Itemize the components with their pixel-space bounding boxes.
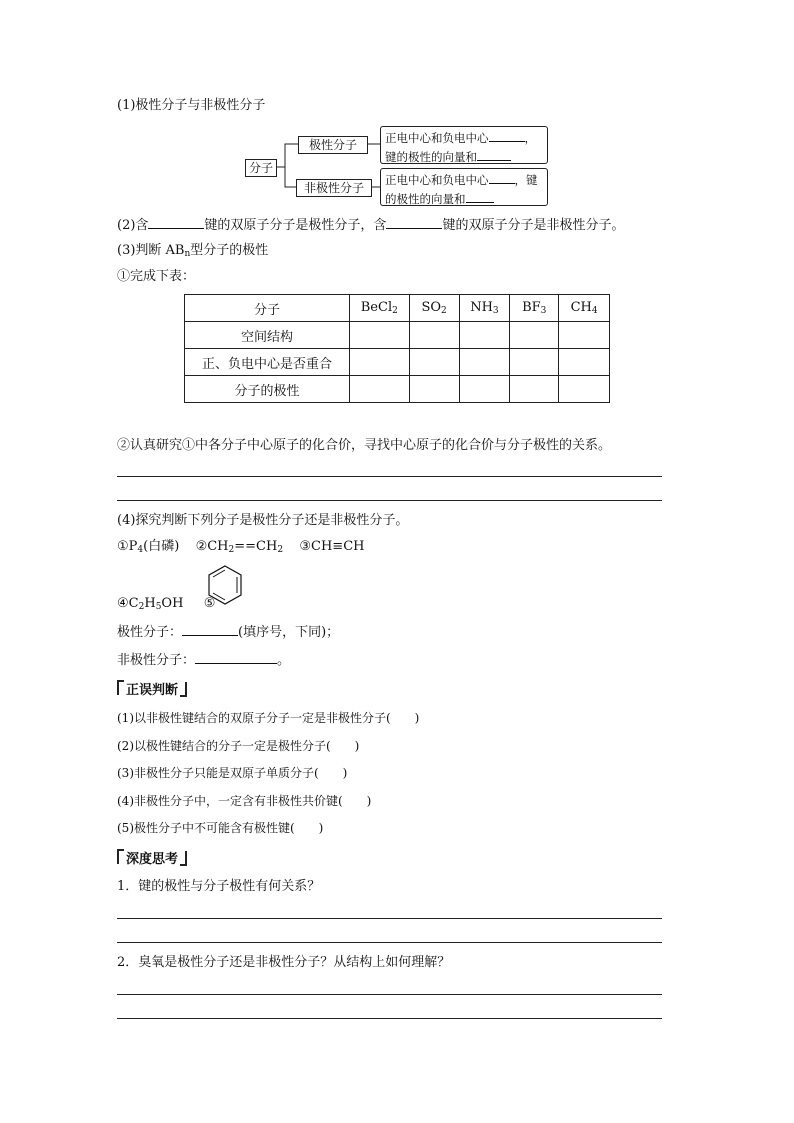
p2-blank-2 bbox=[386, 215, 442, 229]
polar-answer-label: 极性分子： bbox=[117, 625, 183, 640]
molecule-list-row-2: $④C_2H_5OH$ ⑤ bbox=[117, 596, 216, 612]
p2-part-a: (2)含 bbox=[117, 218, 149, 233]
think-question-1: 1．键的极性与分子极性有何关系？ bbox=[117, 879, 321, 894]
molecule-2: ②CH bbox=[195, 539, 229, 554]
table-header-cell: BeCl$_2$ bbox=[349, 295, 409, 322]
table-cell[interactable] bbox=[409, 349, 459, 376]
section-1-heading: (1)极性分子与非极性分子 bbox=[117, 98, 266, 113]
polar-detail-line1: 正电中心和负电中心 bbox=[385, 131, 489, 145]
p2-blank-1 bbox=[148, 215, 204, 229]
nonpolar-detail-line1: 正电中心和负电中心 bbox=[385, 173, 489, 187]
judge-item: (4)非极性分子中，一定含有非极性共价键( ) bbox=[117, 794, 372, 808]
p2-part-c: 键的双原子分子是非极性分子。 bbox=[442, 218, 625, 233]
diagram-polar-label: 极性分子 bbox=[298, 136, 368, 154]
answer-line[interactable] bbox=[117, 918, 662, 919]
p3-heading-sub: n bbox=[184, 249, 191, 259]
table-cell[interactable] bbox=[510, 376, 559, 403]
question-2-text: ②认真研究①中各分子中心原子的化合价，寻找中心原子的化合价与分子极性的关系。 bbox=[117, 438, 612, 453]
table-header-cell: $SO_2$ bbox=[409, 295, 459, 322]
polar-center-blank bbox=[489, 128, 525, 142]
table-cell[interactable] bbox=[459, 322, 510, 349]
polar-vector-blank bbox=[477, 147, 511, 161]
molecule-5-label: ⑤ bbox=[203, 596, 216, 611]
table-cell[interactable] bbox=[409, 322, 459, 349]
judge-item: (5)极性分子中不可能含有极性键( ) bbox=[117, 821, 324, 835]
polar-answer-row bbox=[117, 622, 339, 642]
table-header-cell: 分子 bbox=[185, 295, 350, 322]
table-header-row bbox=[185, 295, 610, 322]
benzene-ring-icon bbox=[205, 563, 245, 611]
table-cell[interactable] bbox=[510, 349, 559, 376]
nonpolar-center-blank bbox=[489, 170, 515, 184]
table-header-cell: $NH_3$ bbox=[459, 295, 510, 322]
table-cell[interactable] bbox=[559, 322, 610, 349]
table-cell[interactable] bbox=[349, 349, 409, 376]
section-3-heading bbox=[117, 242, 268, 263]
table-cell[interactable] bbox=[459, 376, 510, 403]
nonpolar-answer-end: 。 bbox=[277, 653, 291, 668]
p2-part-b: 键的双原子分子是极性分子，含 bbox=[204, 218, 387, 233]
table-header-cell: $CH_4$ bbox=[559, 295, 610, 322]
polar-answer-note: (填序号，下同)； bbox=[238, 625, 340, 640]
table-cell[interactable] bbox=[349, 322, 409, 349]
judge-section-title: 正误判断 bbox=[117, 680, 187, 700]
nonpolar-answer-blank[interactable] bbox=[195, 650, 277, 664]
judge-item: (2)以极性键结合的分子一定是极性分子( ) bbox=[117, 739, 360, 753]
table-cell[interactable] bbox=[349, 376, 409, 403]
molecule-3: ③CH≡CH bbox=[299, 539, 365, 554]
nonpolar-answer-row bbox=[117, 650, 290, 670]
table-cell[interactable] bbox=[559, 376, 610, 403]
molecule-4: ④C bbox=[117, 596, 139, 611]
table-cell[interactable] bbox=[459, 349, 510, 376]
table-cell[interactable] bbox=[409, 376, 459, 403]
polar-answer-blank[interactable] bbox=[182, 622, 238, 636]
answer-line[interactable] bbox=[117, 476, 662, 477]
answer-line[interactable] bbox=[117, 942, 662, 943]
table-row bbox=[185, 349, 610, 376]
nonpolar-vector-blank bbox=[466, 189, 494, 203]
section-2-text bbox=[117, 215, 624, 235]
polar-detail-line2: 键的极性的向量和 bbox=[385, 150, 477, 164]
nonpolar-detail-line1-end: ，键 bbox=[514, 173, 538, 187]
p3-heading-pre: (3)判断 AB bbox=[117, 243, 185, 258]
diagram-root-molecule: 分子 bbox=[245, 159, 277, 177]
table-row bbox=[185, 376, 610, 403]
table-row-label: 正、负电中心是否重合 bbox=[185, 349, 350, 376]
table-header-cell: $BF_3$ bbox=[510, 295, 559, 322]
diagram-nonpolar-label: 非极性分子 bbox=[296, 179, 372, 197]
molecule-list-row-1: $①P_4$(白磷) $②CH_2==CH_2$ ③CH≡CH bbox=[117, 539, 365, 555]
table-cell[interactable] bbox=[510, 322, 559, 349]
section-4-heading: (4)探究判断下列分子是极性分子还是非极性分子。 bbox=[117, 513, 409, 528]
p3-heading-post: 型分子的极性 bbox=[190, 243, 269, 258]
polarity-table bbox=[184, 294, 610, 403]
table-row-label: 空间结构 bbox=[185, 322, 350, 349]
table-row bbox=[185, 322, 610, 349]
polar-detail-line1-end: ， bbox=[524, 131, 536, 145]
diagram-nonpolar-detail bbox=[380, 168, 548, 206]
section-3-instruction: ①完成下表： bbox=[117, 269, 196, 284]
think-section-title: 深度思考 bbox=[117, 849, 187, 869]
table-row-label: 分子的极性 bbox=[185, 376, 350, 403]
answer-line[interactable] bbox=[117, 1018, 662, 1019]
nonpolar-answer-label: 非极性分子： bbox=[117, 653, 196, 668]
judge-item: (1)以非极性键结合的双原子分子一定是非极性分子( ) bbox=[117, 711, 420, 725]
diagram-polar-detail bbox=[380, 126, 548, 164]
table-cell[interactable] bbox=[559, 349, 610, 376]
nonpolar-detail-line2: 的极性的向量和 bbox=[385, 192, 466, 206]
judge-item: (3)非极性分子只能是双原子单质分子( ) bbox=[117, 766, 348, 780]
molecule-1: ①P bbox=[117, 539, 138, 554]
think-question-2: 2．臭氧是极性分子还是非极性分子？从结构上如何理解？ bbox=[117, 955, 451, 970]
answer-line[interactable] bbox=[117, 500, 662, 501]
answer-line[interactable] bbox=[117, 994, 662, 995]
